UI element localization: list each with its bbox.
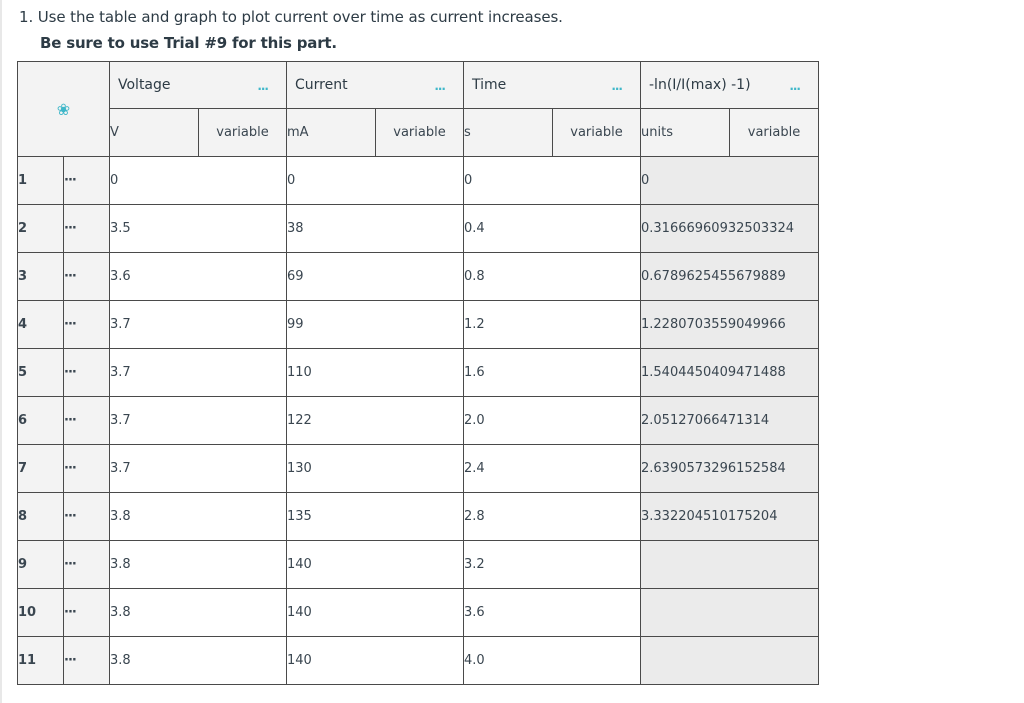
current-cell[interactable]: 140: [287, 637, 464, 685]
row-number: 4: [18, 301, 64, 349]
row-number: 3: [18, 253, 64, 301]
voltage-cell[interactable]: 3.7: [110, 445, 287, 493]
unit-cell-voltage[interactable]: V: [110, 109, 199, 157]
current-cell[interactable]: 110: [287, 349, 464, 397]
row-number: 11: [18, 637, 64, 685]
current-cell[interactable]: 38: [287, 205, 464, 253]
table-row: [18, 205, 819, 253]
ellipsis-icon[interactable]: ···: [434, 82, 445, 96]
time-cell[interactable]: 2.8: [464, 493, 641, 541]
time-cell[interactable]: 4.0: [464, 637, 641, 685]
voltage-cell[interactable]: 3.8: [110, 637, 287, 685]
row-number: 1: [18, 157, 64, 205]
column-header-voltage[interactable]: Voltage ···: [110, 62, 287, 109]
time-cell[interactable]: 2.0: [464, 397, 641, 445]
table-row: [18, 445, 819, 493]
table-row: [18, 157, 819, 205]
calc-cell: 0: [641, 157, 819, 205]
settings-cell: [18, 62, 110, 157]
voltage-cell[interactable]: 0: [110, 157, 287, 205]
voltage-cell[interactable]: 3.6: [110, 253, 287, 301]
table-row: [18, 253, 819, 301]
voltage-cell[interactable]: 3.7: [110, 397, 287, 445]
calc-cell: 0.6789625455679889: [641, 253, 819, 301]
time-cell[interactable]: 2.4: [464, 445, 641, 493]
calc-cell: [641, 637, 819, 685]
ellipsis-icon[interactable]: ···: [64, 493, 110, 541]
column-header-time[interactable]: Time ···: [464, 62, 641, 109]
current-cell[interactable]: 122: [287, 397, 464, 445]
table-row: [18, 637, 819, 685]
ellipsis-icon[interactable]: ···: [64, 157, 110, 205]
current-cell[interactable]: 0: [287, 157, 464, 205]
time-cell[interactable]: 0.8: [464, 253, 641, 301]
ellipsis-icon[interactable]: ···: [64, 541, 110, 589]
time-cell[interactable]: 1.6: [464, 349, 641, 397]
unit-row: [18, 109, 819, 157]
time-cell[interactable]: 0.4: [464, 205, 641, 253]
column-name-row: [18, 62, 819, 109]
unit-cell-calc[interactable]: units: [641, 109, 730, 157]
ellipsis-icon[interactable]: ···: [64, 253, 110, 301]
current-cell[interactable]: 140: [287, 589, 464, 637]
column-header-calc[interactable]: -ln(I/I(max) -1) ···: [641, 62, 819, 109]
gear-icon[interactable]: ❀: [56, 99, 71, 119]
table-row: [18, 349, 819, 397]
row-number: 8: [18, 493, 64, 541]
variable-cell-current[interactable]: variable: [376, 109, 464, 157]
row-number: 2: [18, 205, 64, 253]
ellipsis-icon[interactable]: ···: [64, 301, 110, 349]
calc-cell: [641, 541, 819, 589]
variable-cell-time[interactable]: variable: [553, 109, 641, 157]
question-text: 1. Use the table and graph to plot current over time as current increases.: [19, 8, 563, 26]
row-number: 5: [18, 349, 64, 397]
table-row: [18, 541, 819, 589]
ellipsis-icon[interactable]: ···: [64, 205, 110, 253]
variable-cell-calc[interactable]: variable: [730, 109, 819, 157]
voltage-cell[interactable]: 3.8: [110, 589, 287, 637]
current-cell[interactable]: 130: [287, 445, 464, 493]
row-number: 6: [18, 397, 64, 445]
ellipsis-icon[interactable]: ···: [611, 82, 622, 96]
calc-cell: 2.05127066471314: [641, 397, 819, 445]
ellipsis-icon[interactable]: ···: [64, 589, 110, 637]
unit-cell-current[interactable]: mA: [287, 109, 376, 157]
calc-cell: 0.31666960932503324: [641, 205, 819, 253]
ellipsis-icon[interactable]: ···: [789, 82, 800, 96]
table-row: [18, 301, 819, 349]
table-row: [18, 589, 819, 637]
ellipsis-icon[interactable]: ···: [64, 349, 110, 397]
calc-cell: 1.2280703559049966: [641, 301, 819, 349]
current-cell[interactable]: 135: [287, 493, 464, 541]
calc-cell: 2.6390573296152584: [641, 445, 819, 493]
voltage-cell[interactable]: 3.5: [110, 205, 287, 253]
ellipsis-icon[interactable]: ···: [257, 82, 268, 96]
ellipsis-icon[interactable]: ···: [64, 397, 110, 445]
ellipsis-icon[interactable]: ···: [64, 445, 110, 493]
time-cell[interactable]: 1.2: [464, 301, 641, 349]
column-header-current[interactable]: Current ···: [287, 62, 464, 109]
calc-cell: [641, 589, 819, 637]
voltage-cell[interactable]: 3.8: [110, 541, 287, 589]
voltage-cell[interactable]: 3.7: [110, 349, 287, 397]
left-border: [0, 0, 2, 703]
row-number: 7: [18, 445, 64, 493]
calc-cell: 3.332204510175204: [641, 493, 819, 541]
table-row: [18, 397, 819, 445]
current-cell[interactable]: 140: [287, 541, 464, 589]
voltage-cell[interactable]: 3.7: [110, 301, 287, 349]
voltage-cell[interactable]: 3.8: [110, 493, 287, 541]
data-table: [17, 61, 819, 685]
unit-cell-time[interactable]: s: [464, 109, 553, 157]
time-cell[interactable]: 3.2: [464, 541, 641, 589]
calc-cell: 1.5404450409471488: [641, 349, 819, 397]
row-number: 10: [18, 589, 64, 637]
row-number: 9: [18, 541, 64, 589]
time-cell[interactable]: 3.6: [464, 589, 641, 637]
ellipsis-icon[interactable]: ···: [64, 637, 110, 685]
variable-cell-voltage[interactable]: variable: [199, 109, 287, 157]
current-cell[interactable]: 69: [287, 253, 464, 301]
table-row: [18, 493, 819, 541]
trial-note: Be sure to use Trial #9 for this part.: [40, 34, 337, 52]
current-cell[interactable]: 99: [287, 301, 464, 349]
time-cell[interactable]: 0: [464, 157, 641, 205]
